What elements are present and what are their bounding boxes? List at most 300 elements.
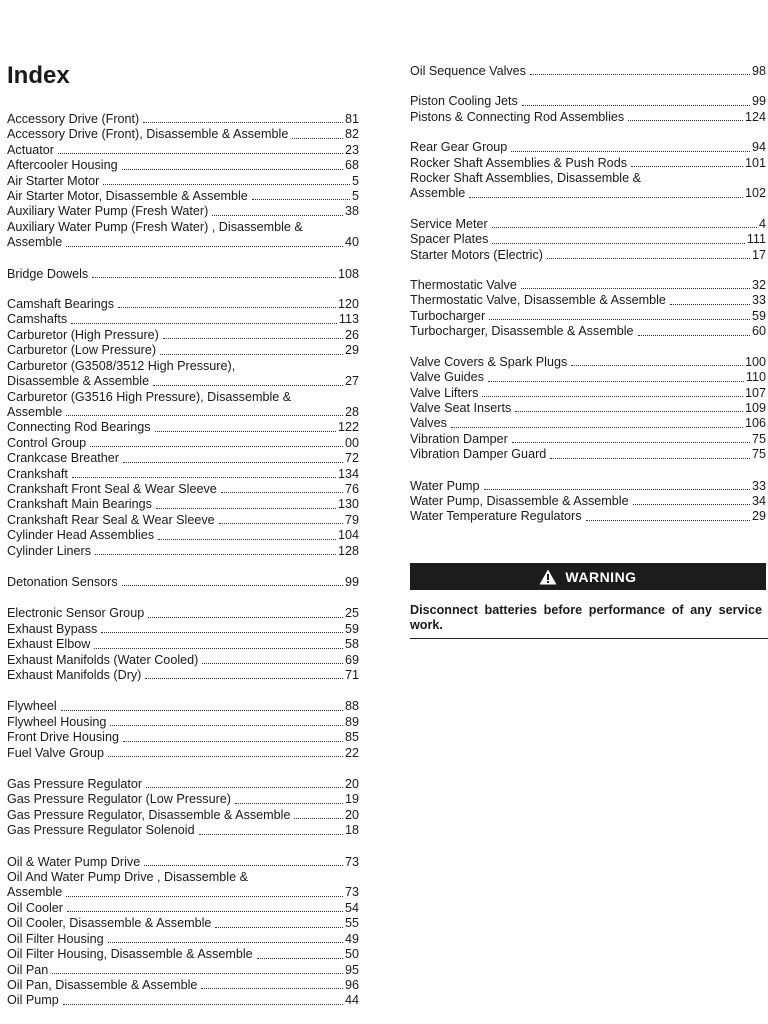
index-entry [7, 963, 359, 978]
index-entry [410, 217, 766, 232]
index-entry [7, 143, 359, 158]
index-entry [410, 156, 766, 171]
index-entry [7, 792, 359, 807]
index-right-column [410, 64, 766, 525]
page-title: Index [7, 62, 70, 89]
entry-name: Bridge Dowels [7, 266, 89, 281]
index-group [410, 140, 766, 202]
entry-name: Connecting Rod Bearings [7, 420, 151, 435]
entry-page-number: 33 [751, 293, 766, 308]
dot-leader [160, 354, 343, 355]
entry-page-number: 22 [344, 745, 359, 760]
dot-leader [451, 427, 743, 428]
entry-page-number: 34 [751, 493, 766, 508]
index-entry [7, 312, 359, 327]
dot-leader [586, 520, 750, 521]
entry-page-number: 5 [351, 189, 359, 204]
entry-name: Gas Pressure Regulator, Disassemble & Assemble [7, 807, 291, 822]
index-entry [7, 112, 359, 127]
dot-leader [202, 663, 343, 664]
entry-name: Gas Pressure Regulator Solenoid [7, 823, 195, 838]
entry-page-number: 54 [344, 900, 359, 915]
index-entry [7, 855, 359, 870]
dot-leader [144, 865, 343, 866]
entry-page-number: 122 [337, 420, 359, 435]
index-entry [410, 432, 766, 447]
entry-page-number: 5 [351, 173, 359, 188]
index-entry [7, 947, 359, 962]
index-entry [410, 309, 766, 324]
entry-name: Actuator [7, 142, 54, 157]
entry-page-number: 98 [751, 64, 766, 78]
entry-name: Crankshaft Main Bearings [7, 497, 152, 512]
index-entry [410, 171, 766, 186]
index-entry [7, 127, 359, 142]
dot-leader [235, 803, 343, 804]
dot-leader [101, 632, 343, 633]
index-entry [7, 528, 359, 543]
index-entry [7, 916, 359, 931]
warning-text: Disconnect batteries before performance of any service work. [410, 603, 762, 632]
entry-name: Exhaust Elbow [7, 637, 91, 652]
entry-name: Carburetor (G3508/3512 High Pressure), [7, 358, 236, 373]
entry-name: Pistons & Connecting Rod Assemblies [410, 109, 625, 124]
dot-leader [123, 462, 343, 463]
dot-leader [511, 151, 750, 152]
index-entry [7, 497, 359, 512]
dot-leader [515, 411, 743, 412]
index-entry [7, 158, 359, 173]
index-entry [7, 746, 359, 761]
entry-name: Cylinder Liners [7, 543, 91, 558]
entry-page-number: 100 [744, 354, 766, 369]
entry-page-number: 38 [344, 204, 359, 219]
dot-leader [146, 787, 343, 788]
index-entry [410, 324, 766, 339]
dot-leader [58, 153, 343, 154]
entry-page-number: 55 [344, 916, 359, 931]
entry-name: Thermostatic Valve [410, 278, 517, 293]
entry-page-number: 89 [344, 714, 359, 729]
index-group [410, 94, 766, 125]
warning-label: WARNING [565, 568, 637, 585]
index-entry [410, 509, 766, 524]
index-entry [410, 232, 766, 247]
entry-page-number: 128 [337, 543, 359, 558]
entry-name: Oil Pump [7, 993, 59, 1008]
entry-name: Rocker Shaft Assemblies & Push Rods [410, 155, 627, 170]
index-entry [7, 885, 359, 900]
entry-name: Oil Pan [7, 962, 49, 977]
dot-leader [158, 539, 336, 540]
entry-name: Turbocharger [410, 308, 486, 323]
entry-page-number: 4 [758, 216, 766, 231]
entry-name: Water Pump, Disassemble & Assemble [410, 493, 629, 508]
entry-page-number: 59 [751, 308, 766, 323]
entry-page-number: 130 [337, 497, 359, 512]
entry-name: Service Meter [410, 216, 488, 231]
entry-page-number: 75 [751, 431, 766, 446]
entry-page-number: 108 [337, 266, 359, 281]
index-entry [7, 482, 359, 497]
index-entry [410, 248, 766, 263]
entry-name: Exhaust Manifolds (Water Cooled) [7, 652, 199, 667]
entry-page-number: 107 [744, 385, 766, 400]
entry-page-number: 18 [344, 823, 359, 838]
index-entry [410, 494, 766, 509]
index-entry [410, 479, 766, 494]
index-entry [7, 420, 359, 435]
index-entry [7, 174, 359, 189]
index-entry [410, 94, 766, 109]
entry-name: Vibration Damper Guard [410, 447, 547, 462]
entry-page-number: 49 [344, 931, 359, 946]
entry-page-number: 109 [744, 400, 766, 415]
entry-name: Gas Pressure Regulator (Low Pressure) [7, 792, 231, 807]
entry-page-number: 28 [344, 404, 359, 419]
warning-divider [410, 638, 768, 639]
entry-name: Cylinder Head Assemblies [7, 528, 154, 543]
entry-name: Exhaust Manifolds (Dry) [7, 668, 142, 682]
entry-page-number: 29 [344, 343, 359, 358]
index-entry [7, 220, 359, 235]
entry-name: Air Starter Motor [7, 173, 100, 188]
entry-name: Assemble [410, 186, 466, 201]
entry-page-number: 59 [344, 621, 359, 636]
entry-page-number: 95 [344, 962, 359, 977]
dot-leader [489, 319, 750, 320]
dot-leader [123, 741, 343, 742]
index-entry [7, 513, 359, 528]
entry-name: Accessory Drive (Front), Disassemble & Assemble [7, 127, 289, 142]
dot-leader [492, 243, 744, 244]
entry-page-number: 81 [344, 112, 359, 126]
dot-leader [66, 415, 343, 416]
entry-page-number: 25 [344, 606, 359, 621]
index-entry [7, 267, 359, 282]
entry-page-number: 19 [344, 792, 359, 807]
index-entry [410, 293, 766, 308]
dot-leader [155, 431, 336, 432]
index-group [410, 217, 766, 263]
entry-page-number: 33 [751, 478, 766, 493]
dot-leader [492, 227, 757, 228]
entry-name: Accessory Drive (Front) [7, 112, 140, 126]
index-entry [7, 823, 359, 838]
entry-page-number: 88 [344, 699, 359, 714]
index-entry [7, 189, 359, 204]
entry-page-number: 44 [344, 993, 359, 1008]
entry-page-number: 79 [344, 512, 359, 527]
index-entry [7, 343, 359, 358]
entry-name: Electronic Sensor Group [7, 606, 145, 621]
entry-name: Camshafts [7, 312, 68, 327]
dot-leader [212, 215, 343, 216]
dot-leader [108, 756, 343, 757]
dot-leader [215, 927, 343, 928]
dot-leader [201, 988, 343, 989]
dot-leader [66, 896, 343, 897]
entry-name: Oil Cooler, Disassemble & Assemble [7, 916, 212, 931]
dot-leader [103, 184, 350, 185]
entry-name: Vibration Damper [410, 431, 508, 446]
index-group [410, 479, 766, 525]
entry-page-number: 99 [344, 574, 359, 589]
dot-leader [143, 122, 343, 123]
entry-name: Flywheel [7, 699, 57, 714]
entry-page-number: 00 [344, 435, 359, 450]
dot-leader [547, 258, 750, 259]
entry-page-number: 50 [344, 947, 359, 962]
index-group [7, 855, 359, 1009]
index-entry [410, 278, 766, 293]
entry-page-number: 124 [744, 109, 766, 124]
entry-page-number: 60 [751, 324, 766, 339]
dot-leader [252, 199, 350, 200]
index-entry [7, 653, 359, 668]
entry-name: Oil Pan, Disassemble & Assemble [7, 977, 198, 992]
dot-leader [294, 818, 343, 819]
entry-page-number: 101 [744, 155, 766, 170]
index-group [7, 112, 359, 251]
warning-banner [410, 563, 766, 590]
entry-page-number: 29 [751, 509, 766, 524]
dot-leader [221, 492, 343, 493]
entry-name: Oil And Water Pump Drive , Disassemble & [7, 870, 248, 885]
entry-name: Carburetor (Low Pressure) [7, 343, 157, 358]
entry-page-number: 76 [344, 481, 359, 496]
dot-leader [292, 138, 343, 139]
dot-leader [61, 710, 343, 711]
dot-leader [628, 120, 743, 121]
index-entry [7, 870, 359, 885]
index-entry [410, 416, 766, 431]
dot-leader [72, 477, 336, 478]
dot-leader [199, 834, 343, 835]
index-entry [7, 451, 359, 466]
dot-leader [94, 648, 343, 649]
index-entry [7, 730, 359, 745]
dot-leader [71, 323, 337, 324]
entry-name: Rear Gear Group [410, 140, 508, 155]
entry-page-number: 75 [751, 447, 766, 462]
entry-name: Disassemble & Assemble [7, 374, 150, 389]
entry-name: Piston Cooling Jets [410, 94, 518, 109]
index-entry [7, 606, 359, 621]
dot-leader [219, 523, 343, 524]
index-entry [410, 140, 766, 155]
entry-page-number: 82 [344, 127, 359, 142]
entry-name: Control Group [7, 435, 87, 450]
entry-page-number: 120 [337, 297, 359, 312]
entry-page-number: 113 [338, 312, 359, 327]
index-entry [410, 64, 766, 79]
index-entry [410, 110, 766, 125]
index-entry [7, 544, 359, 559]
dot-leader [163, 338, 343, 339]
index-entry [410, 355, 766, 370]
dot-leader [153, 385, 343, 386]
entry-name: Valve Guides [410, 370, 484, 385]
entry-name: Turbocharger, Disassemble & Assemble [410, 324, 634, 339]
entry-name: Air Starter Motor, Disassemble & Assemble [7, 189, 248, 204]
entry-name: Oil & Water Pump Drive [7, 854, 141, 869]
index-entry [7, 932, 359, 947]
entry-name: Oil Filter Housing, Disassemble & Assemble [7, 947, 253, 962]
dot-leader [66, 246, 343, 247]
dot-leader [148, 617, 343, 618]
index-group [7, 606, 359, 683]
dot-leader [638, 335, 750, 336]
entry-name: Crankcase Breather [7, 451, 119, 466]
entry-name: Flywheel Housing [7, 714, 107, 729]
index-entry [7, 777, 359, 792]
index-group [7, 575, 359, 590]
dot-leader [67, 911, 343, 912]
index-entry [7, 328, 359, 343]
dot-leader [522, 105, 750, 106]
index-entry [7, 405, 359, 420]
index-entry [7, 359, 359, 374]
index-entry [7, 637, 359, 652]
entry-page-number: 27 [344, 374, 359, 389]
entry-page-number: 111 [746, 232, 766, 247]
entry-name: Water Temperature Regulators [410, 509, 582, 524]
dot-leader [488, 381, 744, 382]
dot-leader [108, 942, 343, 943]
dot-leader [521, 288, 750, 289]
entry-name: Crankshaft [7, 466, 68, 481]
entry-page-number: 23 [344, 142, 359, 157]
dot-leader [122, 585, 343, 586]
index-entry [7, 699, 359, 714]
entry-name: Exhaust Bypass [7, 621, 98, 636]
dot-leader [550, 458, 750, 459]
index-group [410, 278, 766, 340]
dot-leader [469, 197, 743, 198]
index-entry [7, 436, 359, 451]
entry-name: Oil Sequence Valves [410, 64, 526, 78]
dot-leader [482, 396, 743, 397]
entry-page-number: 32 [751, 278, 766, 293]
dot-leader [530, 74, 750, 75]
index-group [7, 699, 359, 761]
entry-name: Assemble [7, 885, 63, 900]
entry-page-number: 94 [751, 140, 766, 155]
index-group [410, 355, 766, 463]
index-group [7, 777, 359, 839]
index-left-column [7, 112, 359, 1009]
entry-page-number: 106 [744, 416, 766, 431]
entry-name: Assemble [7, 235, 63, 250]
entry-page-number: 99 [751, 94, 766, 109]
entry-name: Valve Covers & Spark Plugs [410, 354, 568, 369]
entry-name: Carburetor (High Pressure) [7, 327, 159, 342]
index-entry [7, 622, 359, 637]
dot-leader [145, 678, 343, 679]
dot-leader [95, 554, 336, 555]
index-entry [7, 575, 359, 590]
dot-leader [52, 973, 343, 974]
entry-page-number: 72 [344, 451, 359, 466]
index-entry [7, 297, 359, 312]
entry-name: Assemble [7, 404, 63, 419]
entry-name: Starter Motors (Electric) [410, 247, 543, 262]
entry-page-number: 71 [344, 668, 359, 682]
entry-page-number: 73 [344, 854, 359, 869]
entry-name: Fuel Valve Group [7, 745, 105, 760]
index-entry [7, 901, 359, 916]
dot-leader [484, 489, 750, 490]
warning-triangle-icon [539, 569, 557, 585]
index-entry [410, 370, 766, 385]
dot-leader [633, 504, 750, 505]
dot-leader [631, 166, 743, 167]
dot-leader [63, 1004, 343, 1005]
dot-leader [571, 365, 743, 366]
entry-page-number: 102 [744, 186, 766, 201]
entry-page-number: 20 [344, 777, 359, 792]
entry-page-number: 58 [344, 637, 359, 652]
entry-name: Water Pump [410, 478, 480, 493]
index-entry [7, 715, 359, 730]
entry-name: Auxiliary Water Pump (Fresh Water) [7, 204, 209, 219]
dot-leader [110, 725, 343, 726]
dot-leader [156, 508, 336, 509]
index-group [410, 64, 766, 79]
index-entry [7, 204, 359, 219]
index-entry [410, 386, 766, 401]
entry-name: Valve Lifters [410, 385, 479, 400]
entry-page-number: 104 [337, 528, 359, 543]
entry-name: Oil Filter Housing [7, 931, 104, 946]
entry-name: Oil Cooler [7, 900, 63, 915]
index-group [7, 297, 359, 559]
entry-name: Front Drive Housing [7, 730, 119, 745]
index-entry [7, 993, 359, 1008]
dot-leader [670, 304, 750, 305]
entry-page-number: 134 [337, 466, 359, 481]
index-entry [7, 390, 359, 405]
entry-page-number: 40 [344, 235, 359, 250]
entry-page-number: 96 [344, 977, 359, 992]
entry-name: Gas Pressure Regulator [7, 777, 143, 792]
entry-name: Crankshaft Rear Seal & Wear Sleeve [7, 512, 215, 527]
entry-page-number: 20 [344, 807, 359, 822]
entry-name: Spacer Plates [410, 232, 489, 247]
index-entry [410, 186, 766, 201]
index-entry [410, 447, 766, 462]
entry-name: Rocker Shaft Assemblies, Disassemble & [410, 171, 641, 186]
index-entry [7, 235, 359, 250]
entry-page-number: 17 [751, 247, 766, 262]
dot-leader [90, 446, 343, 447]
dot-leader [118, 307, 336, 308]
index-group [7, 267, 359, 282]
entry-page-number: 73 [344, 885, 359, 900]
dot-leader [257, 958, 343, 959]
index-entry [7, 668, 359, 683]
index-entry [7, 978, 359, 993]
index-entry [7, 467, 359, 482]
entry-name: Valve Seat Inserts [410, 400, 512, 415]
dot-leader [122, 169, 343, 170]
entry-name: Aftercooler Housing [7, 158, 118, 173]
entry-page-number: 110 [745, 370, 766, 385]
entry-name: Carburetor (G3516 High Pressure), Disassemble & [7, 389, 292, 404]
entry-name: Crankshaft Front Seal & Wear Sleeve [7, 481, 217, 496]
entry-page-number: 85 [344, 730, 359, 745]
